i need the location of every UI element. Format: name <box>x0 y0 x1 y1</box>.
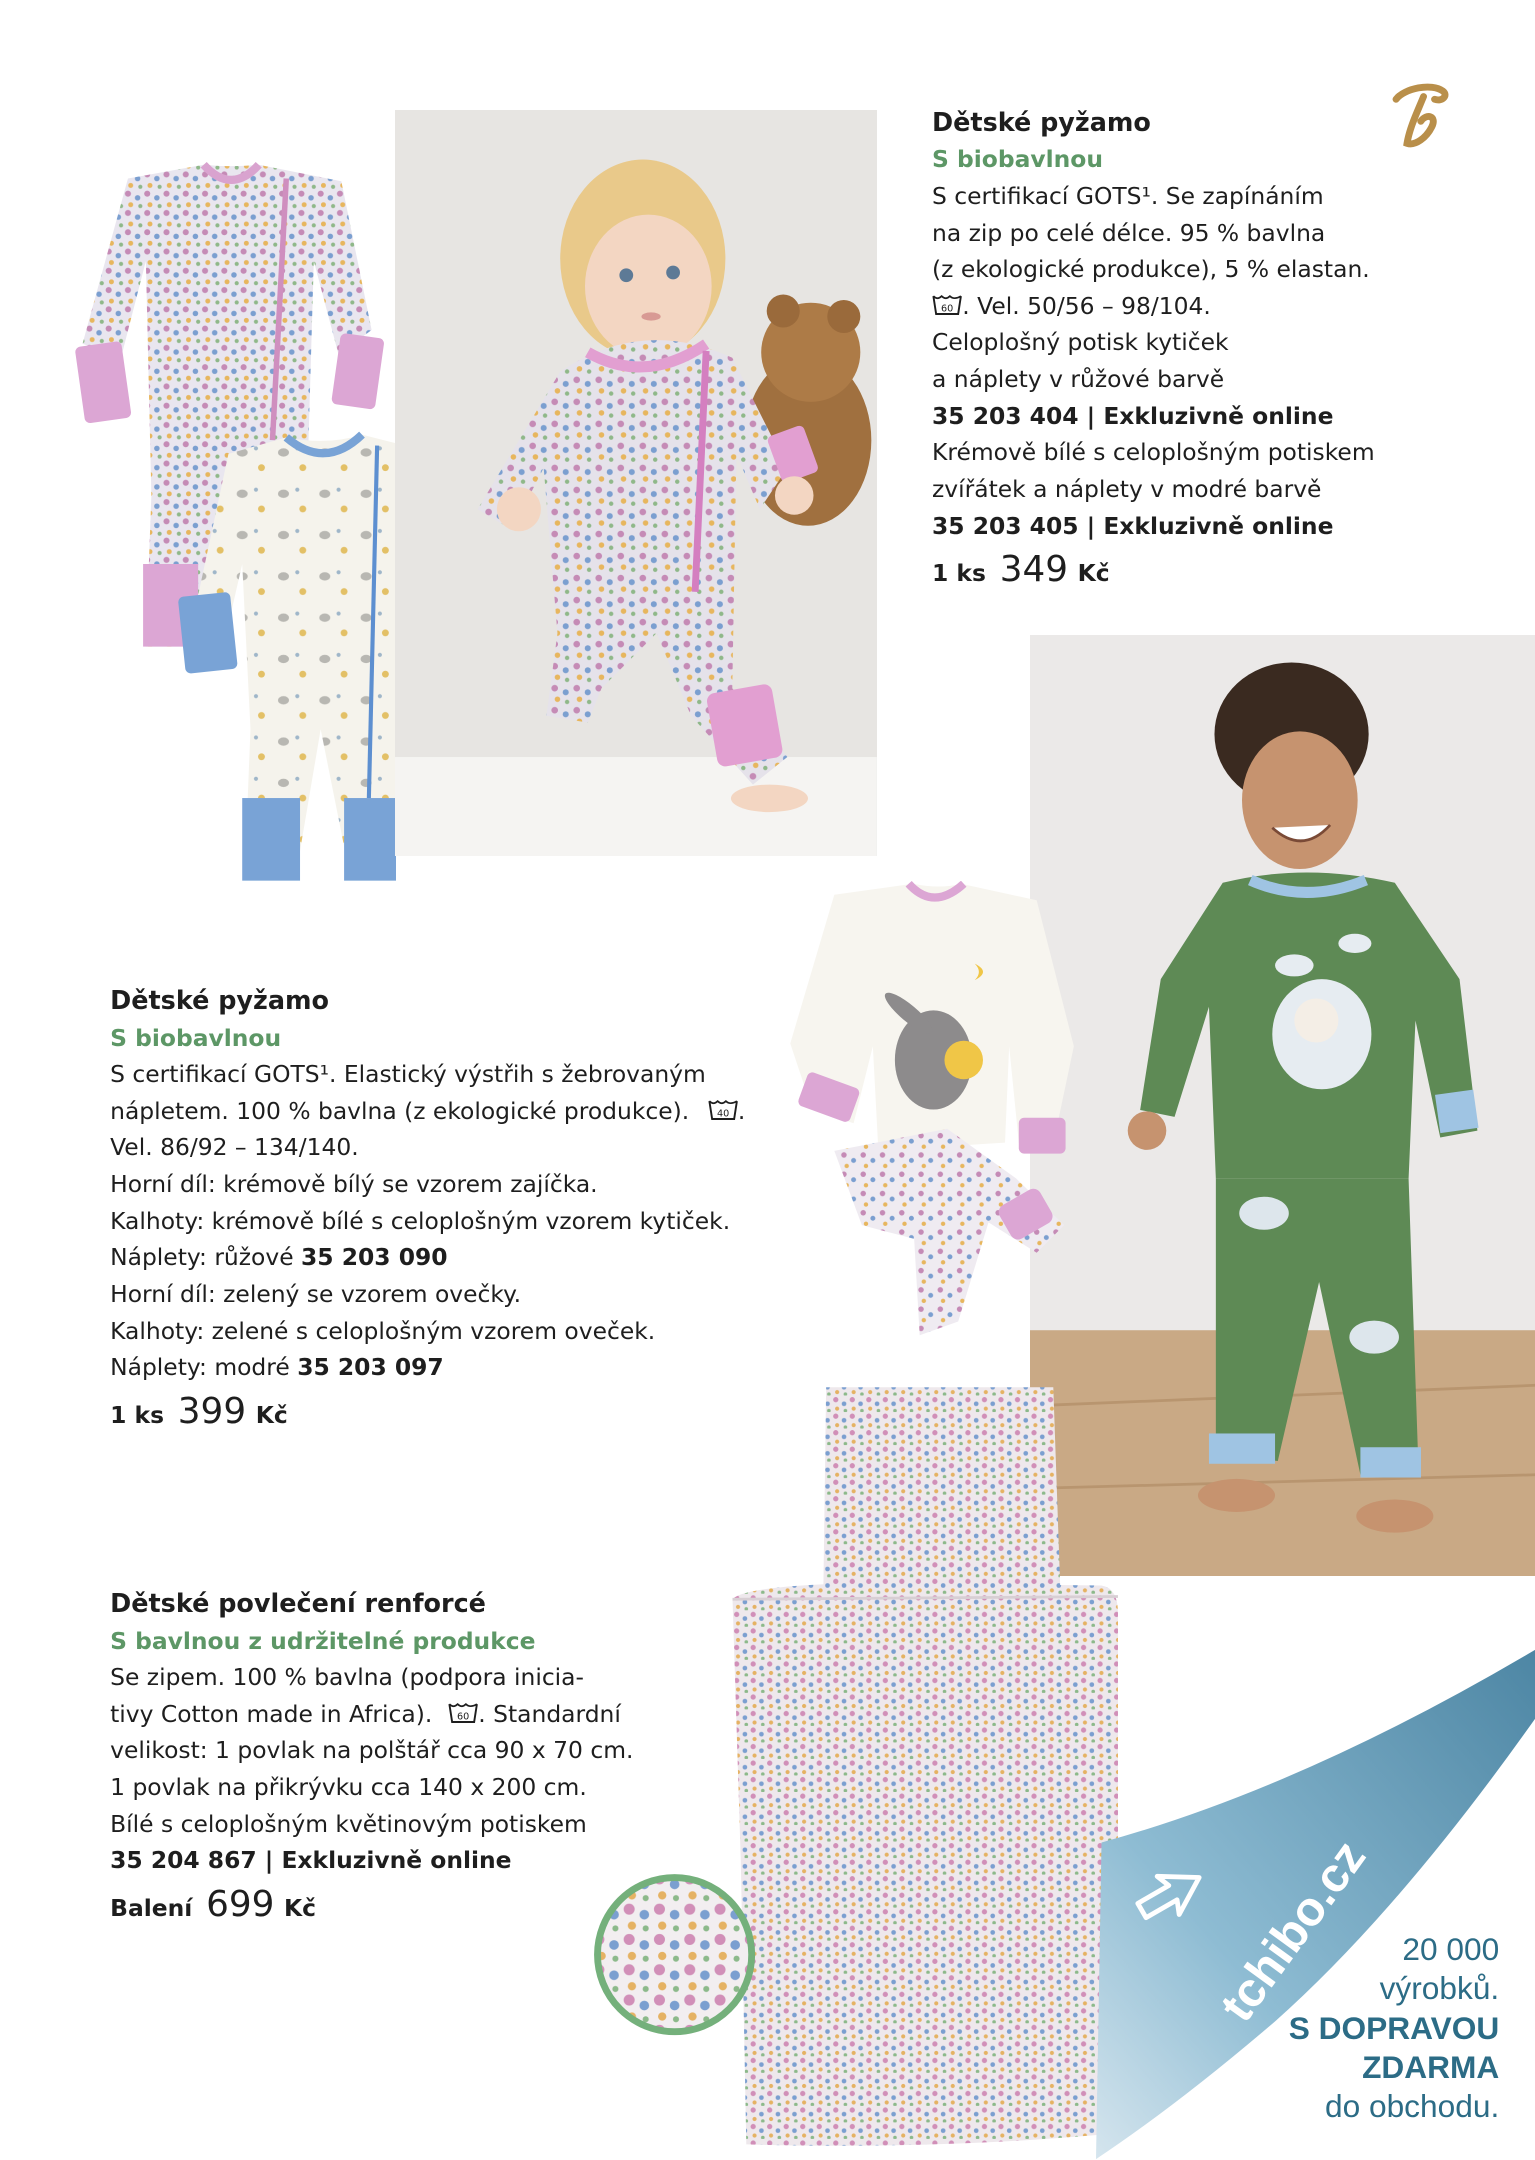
price-quantity: 1 ks <box>932 559 986 588</box>
description-line: Kalhoty: krémově bílé s celoplošným vzorem kytiček. <box>110 1206 731 1235</box>
product-subtitle: S biobavlnou <box>932 145 1104 174</box>
product-title: Dětské pyžamo <box>110 985 330 1016</box>
description-line: Kalhoty: zelené s celoplošným vzorem oveček. <box>110 1316 656 1345</box>
description-text: . Standardní <box>478 1699 621 1728</box>
baby-onesies-photo <box>66 151 396 905</box>
price-currency: Kč <box>255 1401 288 1430</box>
price-quantity: Balení <box>110 1894 193 1923</box>
product-subtitle: S bavlnou z udržitelné produkce <box>110 1626 536 1655</box>
variant-line: Krémově bílé s celoplošným potiskem <box>932 438 1375 467</box>
price-currency: Kč <box>283 1894 316 1923</box>
description-text: . Vel. 50/56 – 98/104. <box>962 291 1211 320</box>
variant-line <box>110 1349 745 1386</box>
variant-label: Náplety: modré <box>110 1353 290 1382</box>
description-line: Vel. 86/92 – 134/140. <box>110 1133 359 1162</box>
description-line: (z ekologické produkce), 5 % elastan. <box>932 255 1370 284</box>
price-amount: 399 <box>177 1391 247 1433</box>
product-2-description <box>110 983 745 1434</box>
description-line-with-care-icon: nápletem. 100 % bavlna (z ekologické produkce). 40 . <box>110 1096 746 1125</box>
description-text: nápletem. 100 % bavlna (z ekologické produkce). <box>110 1096 690 1125</box>
product-subtitle: S biobavlnou <box>110 1023 282 1052</box>
product-1-description <box>932 105 1375 592</box>
wash-temperature: 60 <box>457 1711 470 1723</box>
product-title: Dětské povlečení renforcé <box>110 1588 486 1619</box>
description-line: velikost: 1 povlak na polštář cca 90 x 70 cm. <box>110 1736 634 1765</box>
product-title: Dětské pyžamo <box>932 107 1151 138</box>
description-line: S certifikací GOTS¹. Elastický výstřih s žebrovaným <box>110 1060 706 1089</box>
promo-line: výrobků. <box>1379 1970 1500 2007</box>
promo-line: 20 000 <box>1402 1931 1500 1968</box>
description-line: Celoplošný potisk kytiček <box>932 328 1229 357</box>
description-line: S certifikací GOTS¹. Se zapínáním <box>932 181 1324 210</box>
description-line: Horní díl: zelený se vzorem ovečky. <box>110 1279 522 1308</box>
wash-60-icon <box>932 292 962 317</box>
variant-line: zvířátek a náplety v modré barvě <box>932 474 1322 503</box>
description-line: 1 povlak na přikrývku cca 140 x 200 cm. <box>110 1773 587 1802</box>
variant-label: Náplety: růžové <box>110 1243 294 1272</box>
wash-60-icon <box>448 1700 478 1725</box>
tchibo-cup-logo-icon <box>1385 80 1451 152</box>
price-quantity: 1 ks <box>110 1401 165 1430</box>
cream-pyjamas-photo <box>782 881 1082 1349</box>
description-line: Bílé s celoplošným květinovým potiskem <box>110 1809 587 1838</box>
description-line: Horní díl: krémově bílý se vzorem zajíčka. <box>110 1170 598 1199</box>
wash-40-icon <box>708 1097 738 1122</box>
price-amount: 349 <box>999 549 1068 591</box>
promo-line: do obchodu. <box>1324 2088 1500 2125</box>
arrow-right-icon[interactable] <box>1132 1861 1209 1927</box>
price <box>110 1391 745 1434</box>
description-line-with-care-icon <box>110 1696 633 1733</box>
price <box>932 549 1375 592</box>
description-line: a náplety v růžové barvě <box>932 365 1225 393</box>
product-code: 35 203 097 <box>297 1353 444 1382</box>
price-amount: 699 <box>206 1884 275 1926</box>
product-3-description <box>110 1586 633 1927</box>
promo-site-link[interactable]: tchibo.cz <box>1209 1830 1376 2032</box>
description-text: tivy Cotton made in Africa). <box>110 1699 433 1728</box>
variant-line <box>110 1239 745 1276</box>
promo-shipping-text <box>1289 1930 1499 2126</box>
wash-temperature: 60 <box>941 302 954 314</box>
wash-temperature: 40 <box>716 1108 729 1120</box>
promo-line: ZDARMA <box>1362 2048 1500 2085</box>
description-line: na zip po celé délce. 95 % bavlna <box>932 218 1326 247</box>
product-code: 35 204 867 | Exkluzivně online <box>110 1846 512 1875</box>
description-line: Se zipem. 100 % bavlna (podpora inicia- <box>110 1663 584 1692</box>
product-code: 35 203 404 | Exkluzivně online <box>932 401 1334 430</box>
promo-line: S DOPRAVOU <box>1288 2009 1500 2046</box>
price <box>110 1884 633 1927</box>
description-line-with-care-icon <box>932 288 1375 325</box>
product-code: 35 203 405 | Exkluzivně online <box>932 511 1334 540</box>
product-code: 35 203 090 <box>301 1243 448 1272</box>
floral-bedding-photo <box>716 1379 1143 2158</box>
toddler-girl-photo <box>395 110 877 856</box>
price-currency: Kč <box>1077 559 1110 588</box>
